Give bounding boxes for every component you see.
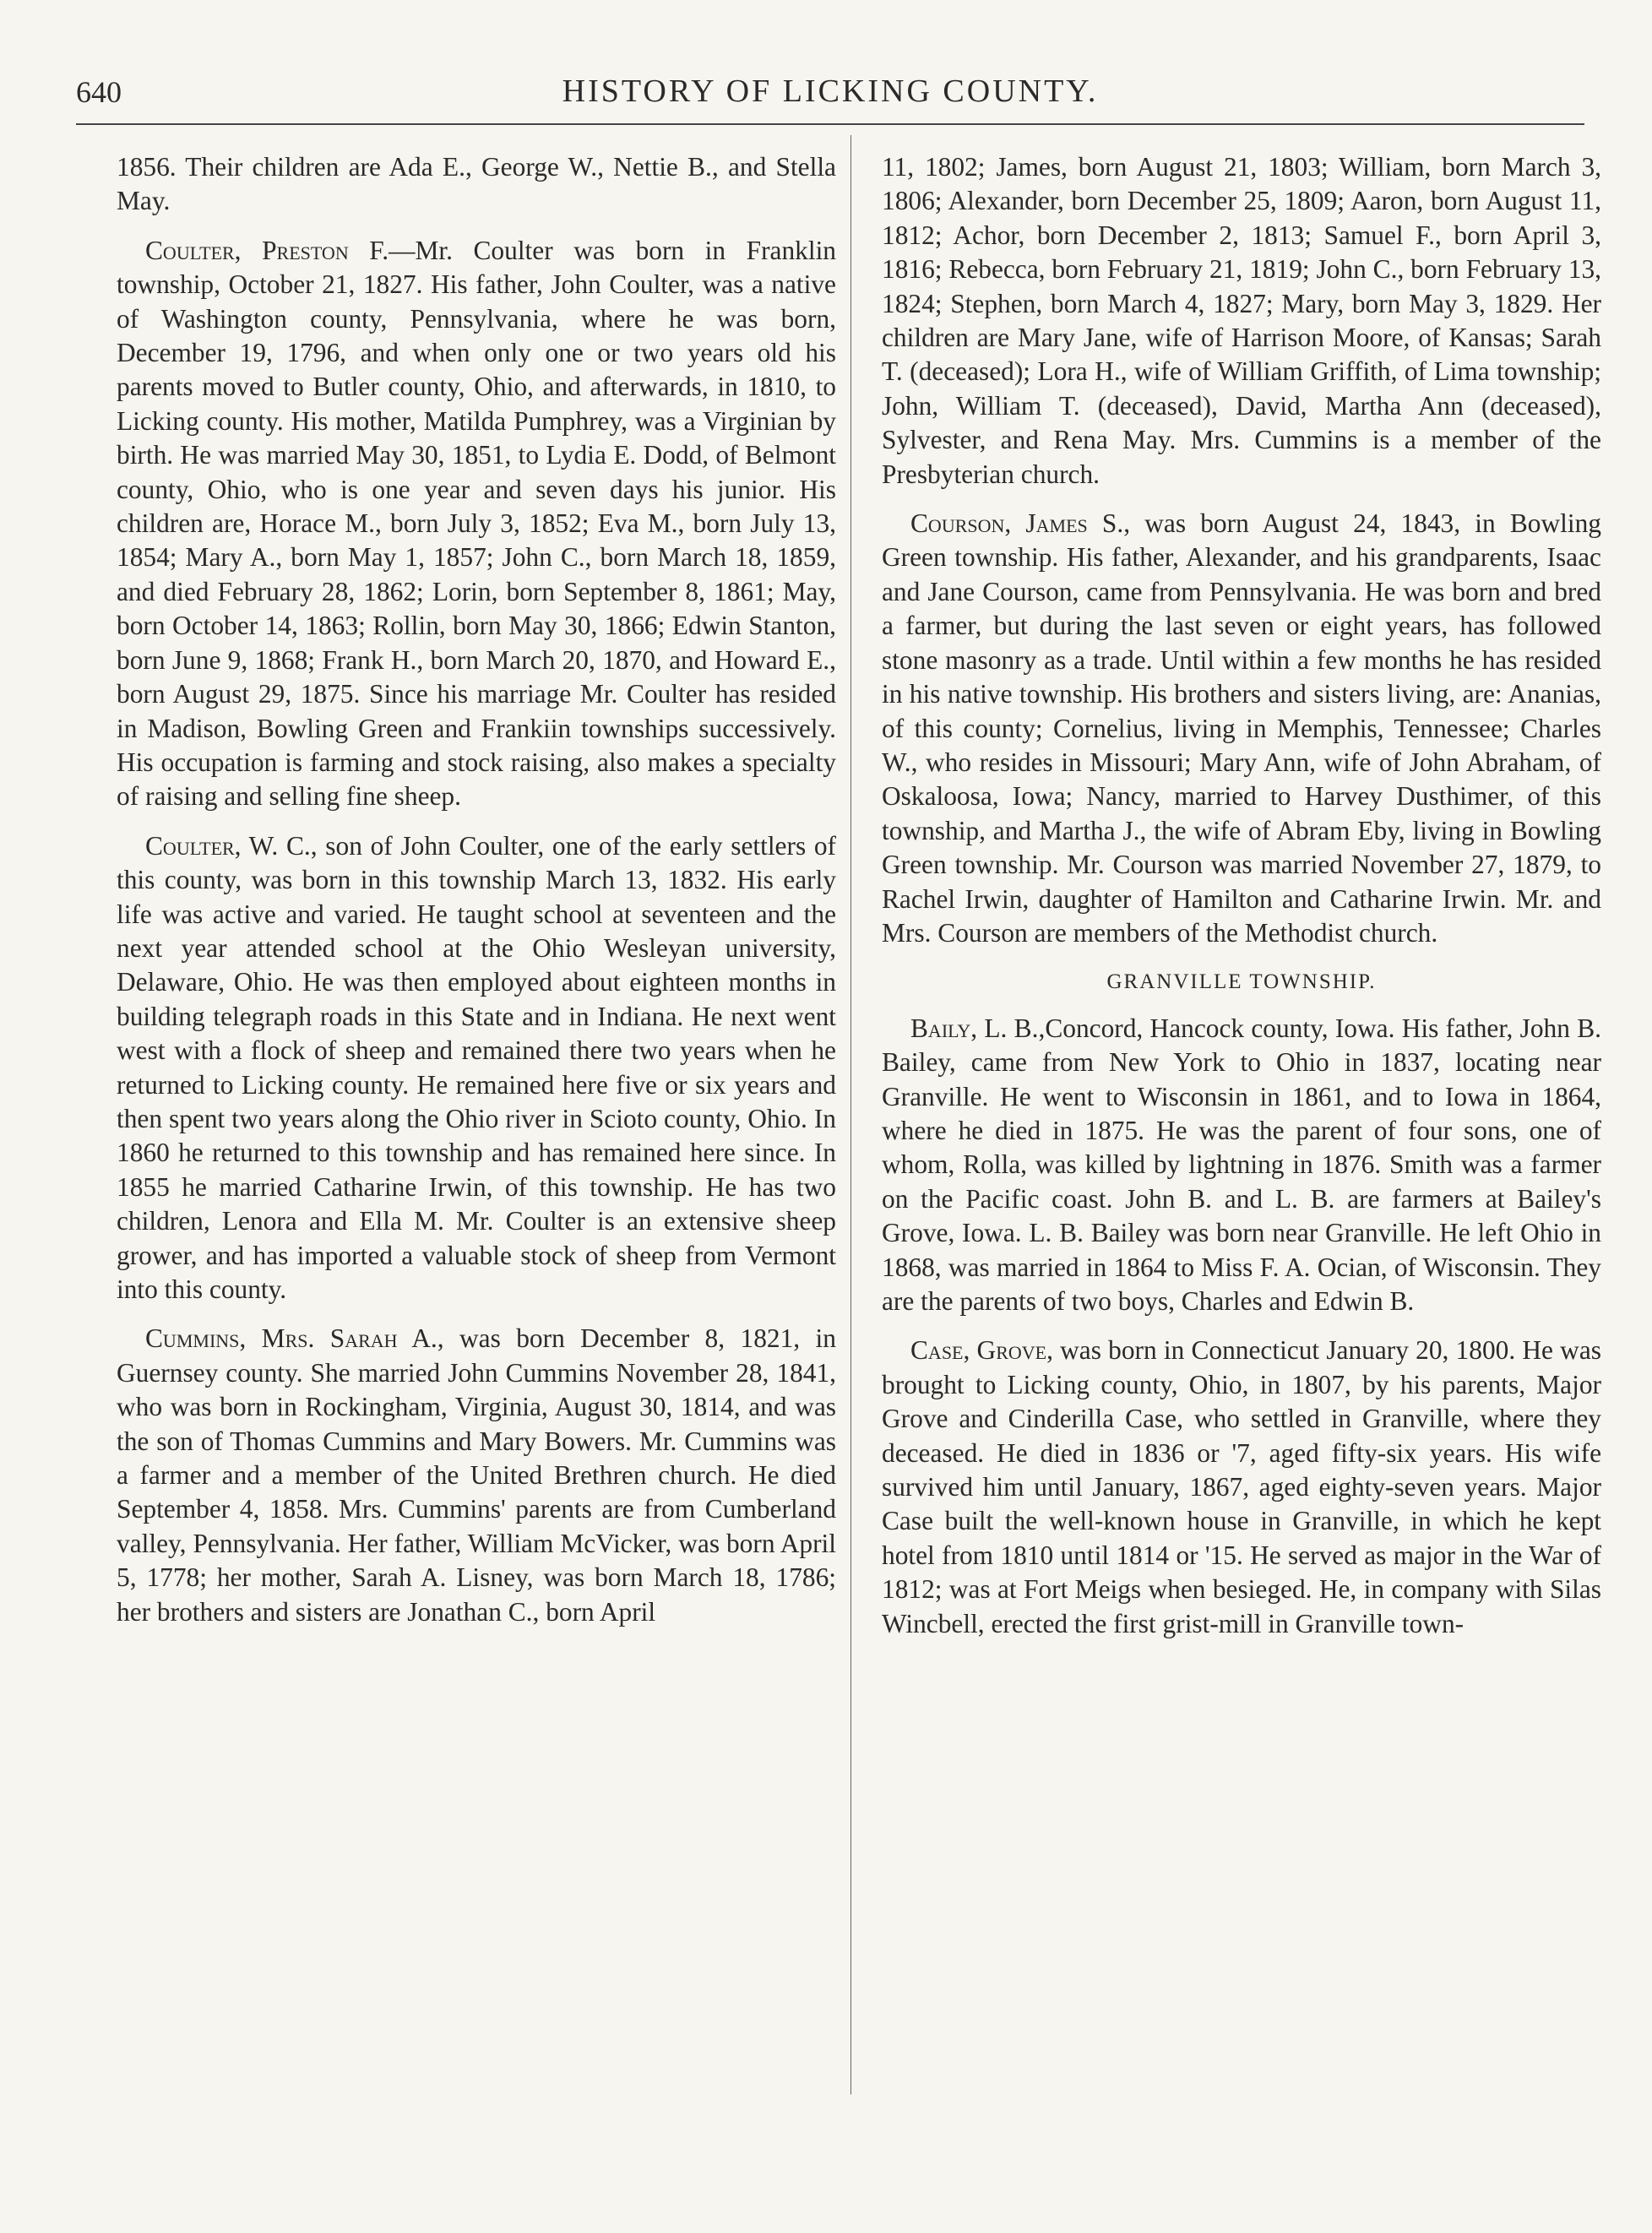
right-column	[882, 150, 1601, 1656]
entry-body: , was born in Connecticut January 20, 1800. He was brought to Licking county, Ohio, in 1807, by his parents, Major Grove and Cinderilla Case, who settled in Granville, where they deceased. He died in 1836 or '7, aged fifty-six years. His wife survived him until January, 1867, aged eighty-seven years. Major Case built the well-known house in Granville, in which he kept hotel from 1810 until 1814 or '15. He served as major in the War of 1812; was at Fort Meigs when besieged. He, in company with Silas Wincbell, erected the first grist-mill in Granville town-	[882, 1335, 1601, 1638]
entry-body: , was born December 8, 1821, in Guernsey county. She married John Cummins November 28, 1841, who was born in Rockingham, Virginia, August 30, 1814, and was the son of Thomas Cummins and Mary Bowers. Mr. Cummins was a farmer and a member of the United Brethren church. He died September 4, 1858. Mrs. Cummins' parents are from Cumberland valley, Pennsylvania. Her father, William McVicker, was born April 5, 1778; her mother, Sarah A. Lisney, was born March 18, 1786; her brothers and sisters are Jonathan C., born April	[117, 1323, 836, 1627]
entry-body: —Mr. Coulter was born in Franklin township, October 21, 1827. His father, John Coulter, was a native of Washington county, Pennsylvania, where he was born, December 19, 1796, and when only one or two years old his parents moved to Butler county, Ohio, and afterwards, in 1810, to Licking county. His mother, Matilda Pumphrey, was a Virginian by birth. He was married May 30, 1851, to Lydia E. Dodd, of Belmont county, Ohio, who is one year and seven days his junior. His children are, Horace M., born July 3, 1852; Eva M., born July 13, 1854; Mary A., born May 1, 1857; John C., born March 18, 1859, and died February 28, 1862; Lorin, born September 8, 1861; May, born October 14, 1863; Rollin, born May 30, 1866; Edwin Stanton, born June 9, 1868; Frank H., born March 20, 1870, and Howard E., born August 29, 1875. Since his marriage Mr. Coulter has resided in Madison, Bowling Green and Frankiin townships successively. His occupation is farming and stock raising, also makes a specialty of raising and selling fine sheep.	[117, 235, 837, 812]
entry-coulter-preston	[117, 234, 836, 814]
entry-cummins-sarah	[117, 1322, 836, 1629]
entry-heading: Baily, L. B.	[910, 1013, 1039, 1043]
entry-heading: Courson, James S.	[910, 508, 1124, 539]
page-number: 640	[76, 75, 122, 109]
entry-body: , was born August 24, 1843, in Bowling Green township. His father, Alexander, and his grandparents, Isaac and Jane Courson, came from Pennsylvania. He was born and bred a farmer, but during the last seven or eight years, has followed stone masonry as a trade. Until within a few months he has resided in his native township. His brothers and sisters living, are: Ananias, of this county; Cornelius, living in Memphis, Tennessee; Charles W., who resides in Missouri; Mary Ann, wife of John Abraham, of Oskaloosa, Iowa; Nancy, married to Harvey Dusthimer, of this township, and Martha J., the wife of Abram Eby, living in Bowling Green township. Mr. Courson was married November 27, 1879, to Rachel Irwin, daughter of Hamilton and Catharine Irwin. Mr. and Mrs. Courson are members of the Methodist church.	[882, 508, 1601, 948]
paragraph: 1856. Their children are Ada E., George W., Nettie B., and Stella May.	[117, 152, 836, 216]
entry-body: ,Concord, Hancock county, Iowa. His father, John B. Bailey, came from New York to Ohio in 1837, locating near Granville. He went to Wisconsin in 1861, and to Iowa in 1864, where he died in 1875. He was the parent of four sons, one of whom, Rolla, was killed by lightning in 1876. Smith was a farmer on the Pacific coast. John B. and L. B. are farmers at Bailey's Grove, Iowa. L. B. Bailey was born near Granville. He left Ohio in 1868, was married in 1864 to Miss F. A. Ocian, of Wisconsin. They are the parents of two boys, Charles and Edwin B.	[882, 1013, 1601, 1316]
entry-baily-lb	[882, 1012, 1601, 1319]
entry-courson-james	[882, 507, 1601, 950]
section-heading: GRANVILLE TOWNSHIP.	[1106, 970, 1377, 994]
entry-body: , son of John Coulter, one of the early settlers of this county, was born in this township March 13, 1832. His early life was active and varied. He taught school at seventeen and the next year attended school at the Ohio Wesleyan university, Delaware, Ohio. He was then employed about eighteen months in building telegraph roads in this State and in Indiana. He next went west with a flock of sheep and remained there two years when he returned to Licking county. He remained here five or six years and then spent two years along the Ohio river in Scioto county, Ohio. In 1860 he returned to this township and has remained here since. In 1855 he married Catharine Irwin, of this township. He has two children, Lenora and Ella M. Mr. Coulter is an extensive sheep grower, and has imported a valuable stock of sheep from Vermont into this county.	[117, 830, 837, 1304]
page-header	[76, 66, 1584, 117]
entry-heading: Coulter, W. C.	[145, 830, 311, 861]
left-column	[117, 150, 836, 1644]
header-rule	[76, 123, 1584, 125]
entry-case-grove	[882, 1334, 1601, 1641]
entry-coulter-wc	[117, 829, 836, 1307]
entry-heading: Coulter, Preston F.	[145, 235, 389, 265]
column-divider	[850, 135, 851, 2094]
running-title: HISTORY OF LICKING COUNTY.	[562, 73, 1099, 109]
entry-heading: Cummins, Mrs. Sarah A.	[145, 1323, 437, 1354]
paragraph: 11, 1802; James, born August 21, 1803; William, born March 3, 1806; Alexander, born December 25, 1809; Aaron, born August 11, 1812; Achor, born December 2, 1813; Samuel F., born April 3, 1816; Rebecca, born February 21, 1819; John C., born February 13, 1824; Stephen, born March 4, 1827; Mary, born May 3, 1829. Her children are Mary Jane, wife of Harrison Moore, of Kansas; Sarah T. (deceased); Lora H., wife of William Griffith, of Lima township; John, William T. (deceased), David, Martha Ann (deceased), Sylvester, and Rena May. Mrs. Cummins is a member of the Presbyterian church.	[882, 152, 1601, 489]
entry-heading: Case, Grove	[910, 1335, 1047, 1366]
